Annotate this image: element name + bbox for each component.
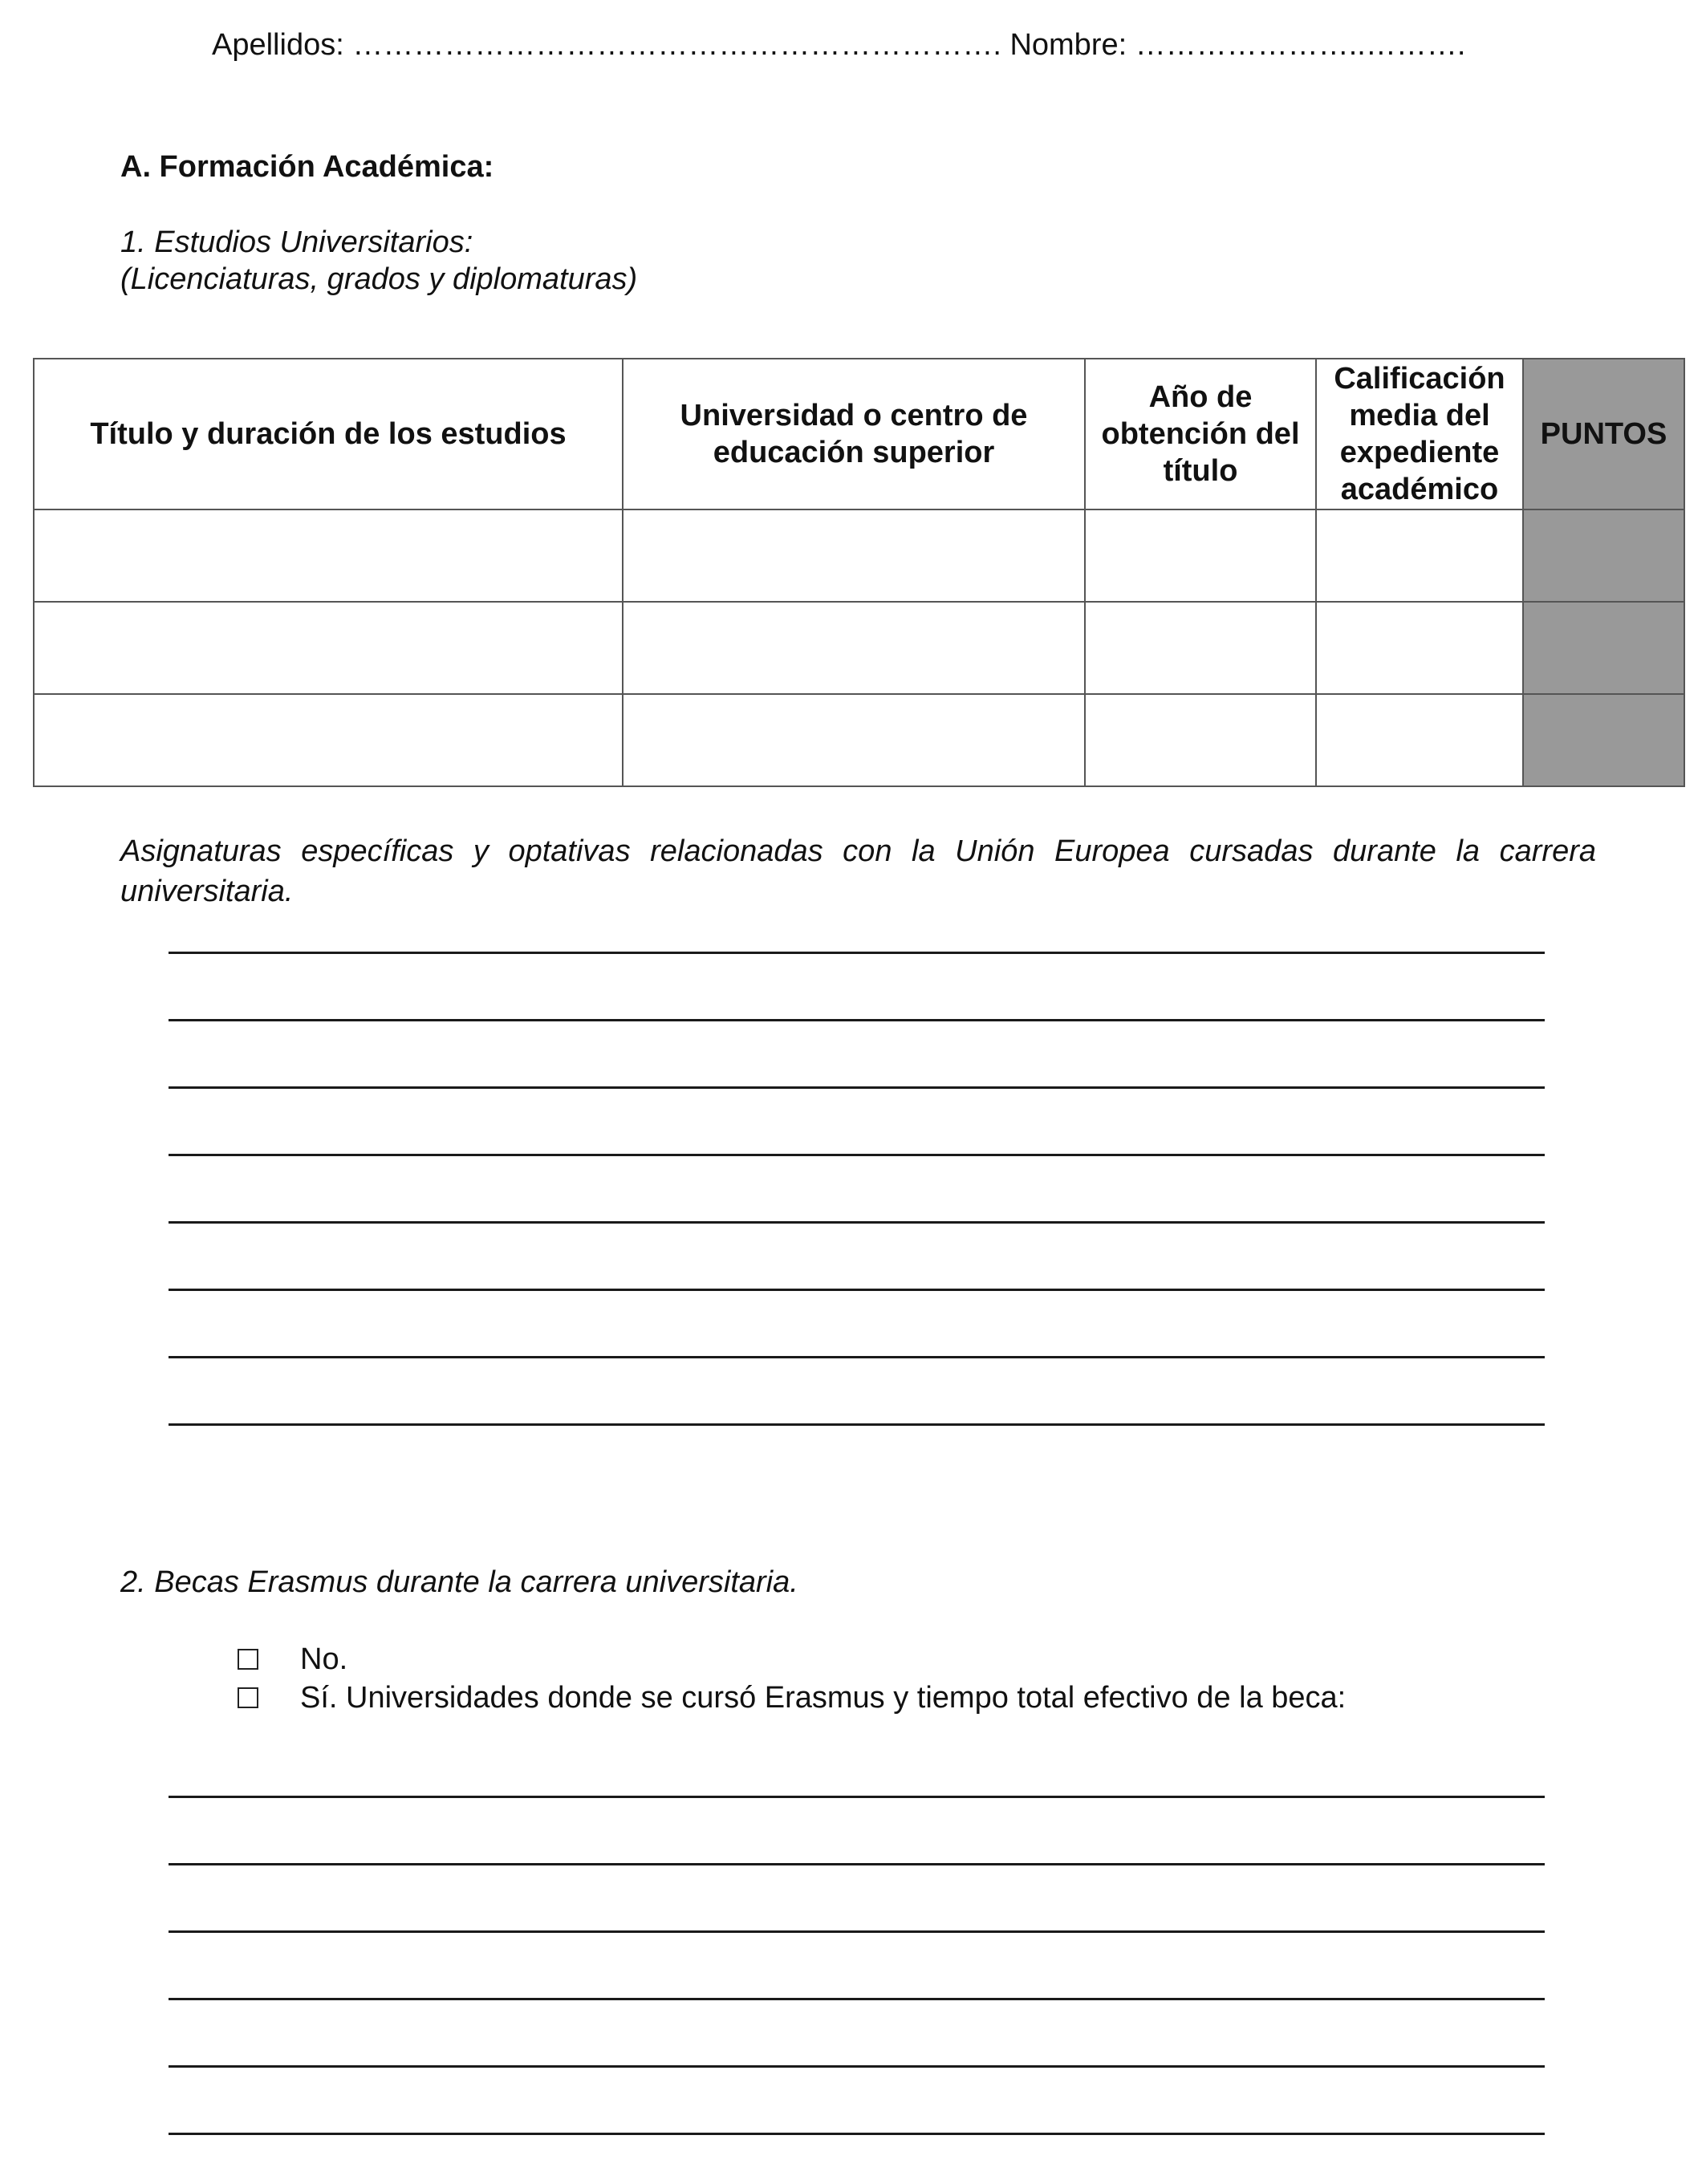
answer-line[interactable]: [169, 1221, 1545, 1224]
answer-line[interactable]: [169, 952, 1545, 954]
section-title: A. Formación Académica:: [120, 150, 494, 184]
answer-line[interactable]: [169, 1154, 1545, 1156]
cell-university[interactable]: [623, 694, 1085, 786]
cell-university[interactable]: [623, 509, 1085, 602]
answer-line[interactable]: [169, 1930, 1545, 1933]
cell-points: [1523, 509, 1684, 602]
applicant-name-line: [212, 26, 1465, 64]
cell-university[interactable]: [623, 602, 1085, 694]
checkbox-yes[interactable]: [238, 1687, 258, 1708]
option-no-label: No.: [300, 1642, 348, 1676]
subsection-2-title: 2. Becas Erasmus durante la carrera universitaria.: [120, 1565, 798, 1599]
cell-year[interactable]: [1085, 602, 1316, 694]
cell-average-grade[interactable]: [1316, 694, 1523, 786]
answer-line[interactable]: [169, 2133, 1545, 2135]
answer-line[interactable]: [169, 2065, 1545, 2068]
subsection-1-title: 1. Estudios Universitarios:: [120, 225, 473, 259]
answer-line[interactable]: [169, 1289, 1545, 1291]
table-row: [34, 602, 1684, 694]
header-average-grade: Calificación media del expediente académico: [1316, 359, 1523, 509]
answer-line[interactable]: [169, 1796, 1545, 1798]
answer-line[interactable]: [169, 1863, 1545, 1865]
cell-points: [1523, 602, 1684, 694]
subjects-instructions: Asignaturas específicas y optativas relacionadas con la Unión Europea cursadas durante la carrera universitaria.: [120, 834, 1596, 908]
table-row: [34, 509, 1684, 602]
name-label[interactable]: Nombre: …………………..……….: [1009, 28, 1466, 62]
cell-degree[interactable]: [34, 694, 623, 786]
cell-points: [1523, 694, 1684, 786]
answer-line[interactable]: [169, 1423, 1545, 1426]
cell-year[interactable]: [1085, 694, 1316, 786]
subsection-1-subtitle: (Licenciaturas, grados y diplomaturas): [120, 262, 638, 296]
checkbox-no[interactable]: [238, 1649, 258, 1670]
option-yes[interactable]: [238, 1679, 1346, 1717]
cell-average-grade[interactable]: [1316, 602, 1523, 694]
header-year: Año de obtención del título: [1085, 359, 1316, 509]
cell-average-grade[interactable]: [1316, 509, 1523, 602]
cell-year[interactable]: [1085, 509, 1316, 602]
surname-label[interactable]: Apellidos: ……………………………………………………….: [212, 28, 1001, 62]
header-points: PUNTOS: [1523, 359, 1684, 509]
table-header-row: [34, 359, 1684, 509]
option-yes-label: Sí. Universidades donde se cursó Erasmus y tiempo total efectivo de la beca:: [300, 1681, 1347, 1715]
answer-line[interactable]: [169, 1086, 1545, 1089]
header-university: Universidad o centro de educación superior: [623, 359, 1085, 509]
header-degree: Título y duración de los estudios: [34, 359, 623, 509]
answer-line[interactable]: [169, 1998, 1545, 2000]
table-row: [34, 694, 1684, 786]
cell-degree[interactable]: [34, 602, 623, 694]
answer-line[interactable]: [169, 1019, 1545, 1021]
option-no[interactable]: [238, 1640, 347, 1679]
cell-degree[interactable]: [34, 509, 623, 602]
studies-table: [33, 358, 1685, 787]
answer-line[interactable]: [169, 1356, 1545, 1358]
